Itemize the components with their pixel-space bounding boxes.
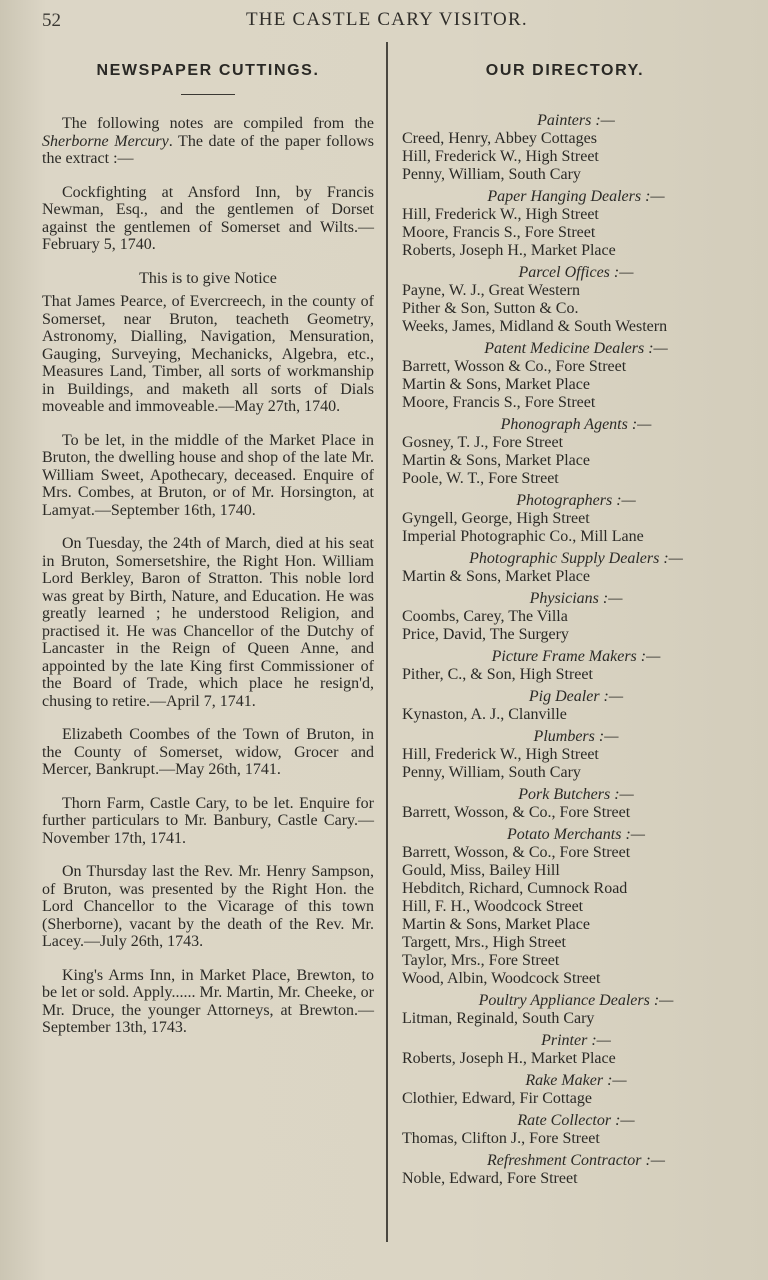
category-title: Rate Collector :— bbox=[517, 1111, 635, 1129]
directory-entry: Martin & Sons, Market Place bbox=[402, 451, 590, 469]
directory-entry: Moore, Francis S., Fore Street bbox=[402, 223, 596, 241]
directory-category bbox=[402, 688, 738, 724]
directory-entry: Weeks, James, Midland & South Western bbox=[402, 317, 668, 335]
directory-category bbox=[402, 648, 738, 684]
directory-category bbox=[402, 340, 738, 412]
directory-entry: Taylor, Mrs., Fore Street bbox=[402, 951, 560, 969]
category-title: Phonograph Agents :— bbox=[500, 415, 652, 433]
directory-category bbox=[402, 416, 738, 488]
directory-category bbox=[402, 1072, 738, 1108]
directory-column bbox=[402, 58, 738, 1192]
category-title: Potato Merchants :— bbox=[506, 825, 646, 843]
directory-category bbox=[402, 728, 738, 782]
directory-entry: Imperial Photographic Co., Mill Lane bbox=[402, 527, 644, 545]
category-title: Photographic Supply Dealers :— bbox=[469, 549, 683, 567]
directory-category bbox=[402, 826, 738, 988]
category-title: Rake Maker :— bbox=[525, 1071, 627, 1089]
category-title: Photographers :— bbox=[516, 491, 636, 509]
category-title: Pork Butchers :— bbox=[518, 785, 634, 803]
column-divider bbox=[386, 42, 388, 1242]
directory-list bbox=[402, 112, 738, 1188]
directory-entry: Noble, Edward, Fore Street bbox=[402, 1169, 578, 1187]
directory-entry: Martin & Sons, Market Place bbox=[402, 375, 590, 393]
cutting-item: King's Arms Inn, in Market Place, Brewton, to be let or sold. Apply...... Mr. Martin, Mr. Cheeke, or Mr. Druce, the younger Attorneys, at Brewton.—September 13th, 1743. bbox=[42, 966, 374, 1036]
cutting-item: On Tuesday, the 24th of March, died at his seat in Bruton, Somersetshire, the Right Hon. William Lord Berkley, Baron of Stratton. This noble lord was great by Birth, Nature, and Education. He was greatly learned ; he understood Religion, and practised it. He was Chancellor of the Dutchy of Lancaster in the Reign of Queen Anne, and appointed by the late King first Commissioner of the Board of Trade, which place he resign'd, chusing to retire.—April 7, 1741. bbox=[42, 535, 374, 710]
directory-category bbox=[402, 188, 738, 260]
cuttings-intro: The following notes are compiled from the Sherborne Mercury. The date of the paper follows the extract :— bbox=[42, 115, 374, 167]
directory-entry: Kynaston, A. J., Clanville bbox=[402, 705, 567, 723]
directory-category bbox=[402, 1112, 738, 1148]
category-title: Plumbers :— bbox=[533, 727, 619, 745]
directory-entry: Coombs, Carey, The Villa bbox=[402, 607, 568, 625]
directory-category bbox=[402, 264, 738, 336]
cutting-item: Elizabeth Coombes of the Town of Bruton, in the County of Somerset, widow, Grocer and Mercer, Bankrupt.—May 26th, 1741. bbox=[42, 726, 374, 778]
directory-category bbox=[402, 1032, 738, 1068]
directory-heading: OUR DIRECTORY. bbox=[485, 62, 645, 79]
directory-entry: Payne, W. J., Great Western bbox=[402, 281, 580, 299]
directory-entry: Hill, F. H., Woodcock Street bbox=[402, 897, 584, 915]
directory-entry: Roberts, Joseph H., Market Place bbox=[402, 1049, 616, 1067]
directory-entry: Litman, Reginald, South Cary bbox=[402, 1009, 595, 1027]
directory-entry: Hill, Frederick W., High Street bbox=[402, 745, 599, 763]
directory-entry: Penny, William, South Cary bbox=[402, 165, 581, 183]
directory-entry: Martin & Sons, Market Place bbox=[402, 567, 590, 585]
directory-entry: Barrett, Wosson & Co., Fore Street bbox=[402, 357, 627, 375]
directory-entry: Thomas, Clifton J., Fore Street bbox=[402, 1129, 600, 1147]
cuttings-heading: NEWSPAPER CUTTINGS. bbox=[96, 62, 320, 79]
directory-entry: Gould, Miss, Bailey Hill bbox=[402, 861, 560, 879]
directory-entry: Gyngell, George, High Street bbox=[402, 509, 590, 527]
cutting-item: Thorn Farm, Castle Cary, to be let. Enquire for further particulars to Mr. Banbury, Castle Cary.—November 17th, 1741. bbox=[42, 794, 374, 847]
cutting-item: To be let, in the middle of the Market Place in Bruton, the dwelling house and shop of the late Mr. William Sweet, Apothecary, deceased. Enquire of Mrs. Combes, at Bruton, or of Mr. Horsington, at Lamyat.—September 16th, 1740. bbox=[42, 431, 374, 519]
directory-category bbox=[402, 492, 738, 546]
cutting-item: That James Pearce, of Evercreech, in the county of Somerset, near Bruton, teacheth Geometry, Astronomy, Dialling, Navigation, Mensuration, Gauging, Surveying, Mechanicks, Algebra, etc., Measures Land, Timber, all sorts of workmanship in Buildings, and maketh all sorts of Dials moveable and immoveable.—May 27th, 1740. bbox=[42, 293, 374, 415]
category-title: Parcel Offices :— bbox=[518, 263, 634, 281]
category-title: Pig Dealer :— bbox=[528, 687, 624, 705]
cutting-item: Cockfighting at Ansford Inn, by Francis Newman, Esq., and the gentlemen of Dorset against the gentlemen of Somerset and Wilts.—February 5, 1740. bbox=[42, 183, 374, 253]
directory-entry: Gosney, T. J., Fore Street bbox=[402, 433, 564, 451]
directory-entry: Hill, Frederick W., High Street bbox=[402, 147, 599, 165]
category-title: Paper Hanging Dealers :— bbox=[487, 187, 665, 205]
directory-entry: Moore, Francis S., Fore Street bbox=[402, 393, 596, 411]
directory-entry: Clothier, Edward, Fir Cottage bbox=[402, 1089, 592, 1107]
category-title: Poultry Appliance Dealers :— bbox=[478, 991, 674, 1009]
directory-entry: Targett, Mrs., High Street bbox=[402, 933, 566, 951]
directory-entry: Roberts, Joseph H., Market Place bbox=[402, 241, 616, 259]
directory-category bbox=[402, 550, 738, 586]
category-title: Picture Frame Makers :— bbox=[491, 647, 661, 665]
directory-entry: Poole, W. T., Fore Street bbox=[402, 469, 559, 487]
category-title: Printer :— bbox=[541, 1031, 611, 1049]
directory-entry: Hill, Frederick W., High Street bbox=[402, 205, 599, 223]
notice-title: This is to give Notice bbox=[139, 269, 277, 287]
cutting-item: On Thursday last the Rev. Mr. Henry Sampson, of Bruton, was presented by the Right Hon. the Lord Chancellor to the Vicarage of this town (Sherborne), vacant by the death of the Rev. Mr. Lacey.—July 26th, 1743. bbox=[42, 863, 374, 950]
directory-category bbox=[402, 112, 738, 184]
directory-entry: Price, David, The Surgery bbox=[402, 625, 569, 643]
category-title: Painters :— bbox=[537, 111, 615, 129]
category-title: Physicians :— bbox=[529, 589, 623, 607]
page-number: 52 bbox=[42, 10, 61, 31]
directory-entry: Barrett, Wosson, & Co., Fore Street bbox=[402, 803, 631, 821]
directory-category bbox=[402, 590, 738, 644]
category-title: Patent Medicine Dealers :— bbox=[484, 339, 668, 357]
directory-entry: Martin & Sons, Market Place bbox=[402, 915, 590, 933]
newspaper-cuttings-column bbox=[42, 58, 374, 1053]
directory-entry: Wood, Albin, Woodcock Street bbox=[402, 969, 601, 987]
running-title: THE CASTLE CARY VISITOR. bbox=[246, 9, 528, 30]
category-title: Refreshment Contractor :— bbox=[486, 1151, 666, 1169]
page-header bbox=[0, 8, 768, 38]
directory-entry: Barrett, Wosson, & Co., Fore Street bbox=[402, 843, 631, 861]
heading-rule bbox=[181, 94, 235, 96]
directory-entry: Hebditch, Richard, Cumnock Road bbox=[402, 879, 628, 897]
directory-entry: Pither, C., & Son, High Street bbox=[402, 665, 593, 683]
directory-category bbox=[402, 786, 738, 822]
directory-category bbox=[402, 1152, 738, 1188]
directory-entry: Creed, Henry, Abbey Cottages bbox=[402, 129, 597, 147]
directory-entry: Pither & Son, Sutton & Co. bbox=[402, 299, 579, 317]
directory-entry: Penny, William, South Cary bbox=[402, 763, 581, 781]
directory-category bbox=[402, 992, 738, 1028]
